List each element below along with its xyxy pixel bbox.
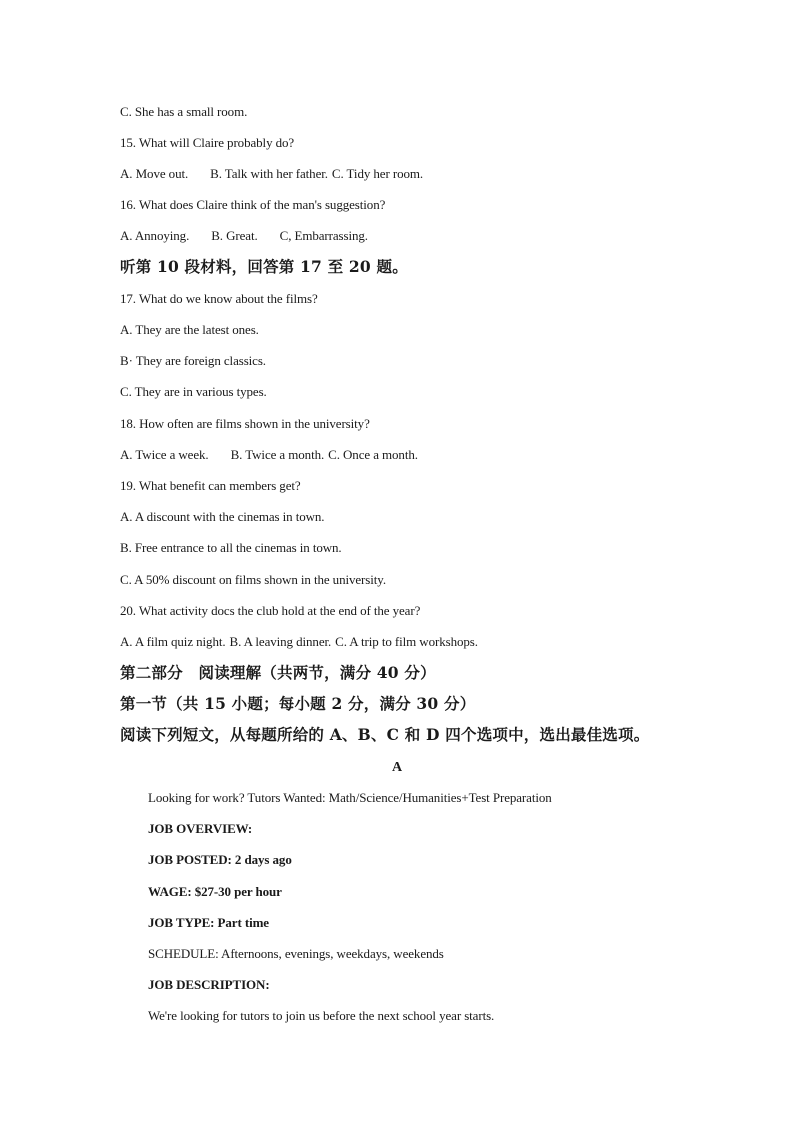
job-description-text: We're looking for tutors to join us before the next school year starts.	[148, 1008, 495, 1023]
q19-question: 19. What benefit can members get?	[120, 478, 301, 493]
q17-question: 17. What do we know about the films?	[120, 291, 318, 306]
q20-option-c: C. A trip to film workshops.	[335, 634, 478, 649]
q16-options	[120, 228, 368, 244]
q16-option-a: A. Annoying.	[120, 228, 190, 243]
q17-option-b: B· They are foreign classics.	[120, 353, 266, 368]
job-wage: WAGE: $27-30 per hour	[148, 884, 282, 899]
q20-question: 20. What activity docs the club hold at the end of the year?	[120, 603, 421, 618]
q18-options	[120, 447, 418, 463]
job-overview-label: JOB OVERVIEW:	[148, 821, 253, 836]
q15-options	[120, 166, 423, 182]
q20-options	[120, 634, 478, 650]
section-10-heading: 听第 10 段材料，回答第 17 至 20 题。	[120, 257, 408, 276]
q20-option-b: B. A leaving dinner.	[229, 634, 332, 649]
q15-option-b: B. Talk with her father.	[210, 166, 328, 181]
part-two-heading: 第二部分 阅读理解（共两节，满分 40 分）	[120, 663, 436, 682]
q15-question: 15. What will Claire probably do?	[120, 135, 295, 150]
q19-option-b: B. Free entrance to all the cinemas in town.	[120, 540, 342, 555]
passage-label: A	[391, 760, 403, 775]
q18-option-b: B. Twice a month.	[230, 447, 325, 462]
q17-option-a: A. They are the latest ones.	[120, 322, 259, 337]
q18-option-a: A. Twice a week.	[120, 447, 209, 462]
job-posted: JOB POSTED: 2 days ago	[148, 852, 292, 867]
q15-option-a: A. Move out.	[120, 166, 189, 181]
job-schedule: SCHEDULE: Afternoons, evenings, weekdays, weekends	[148, 946, 444, 961]
passage-intro: Looking for work? Tutors Wanted: Math/Science/Humanities+Test Preparation	[148, 790, 552, 805]
q19-option-a: A. A discount with the cinemas in town.	[120, 509, 325, 524]
q15-option-c: C. Tidy her room.	[331, 166, 424, 181]
q20-option-a: A. A film quiz night.	[120, 634, 226, 649]
q18-option-c: C. Once a month.	[328, 447, 418, 462]
q14-option-c: C. She has a small room.	[120, 104, 248, 119]
q17-option-c: C. They are in various types.	[120, 384, 267, 399]
q16-option-c: C, Embarrassing.	[279, 228, 368, 243]
q16-option-b: B. Great.	[211, 228, 258, 243]
q16-question: 16. What does Claire think of the man's suggestion?	[120, 197, 386, 212]
q19-option-c: C. A 50% discount on films shown in the university.	[120, 572, 386, 587]
q18-question: 18. How often are films shown in the university?	[120, 416, 370, 431]
section-one-heading: 第一节（共 15 小题；每小题 2 分，满分 30 分）	[120, 694, 476, 713]
job-description-label: JOB DESCRIPTION:	[148, 977, 270, 992]
reading-instruction: 阅读下列短文，从每题所给的 A、B、C 和 D 四个选项中，选出最佳选项。	[120, 725, 650, 744]
job-type: JOB TYPE: Part time	[148, 915, 269, 930]
